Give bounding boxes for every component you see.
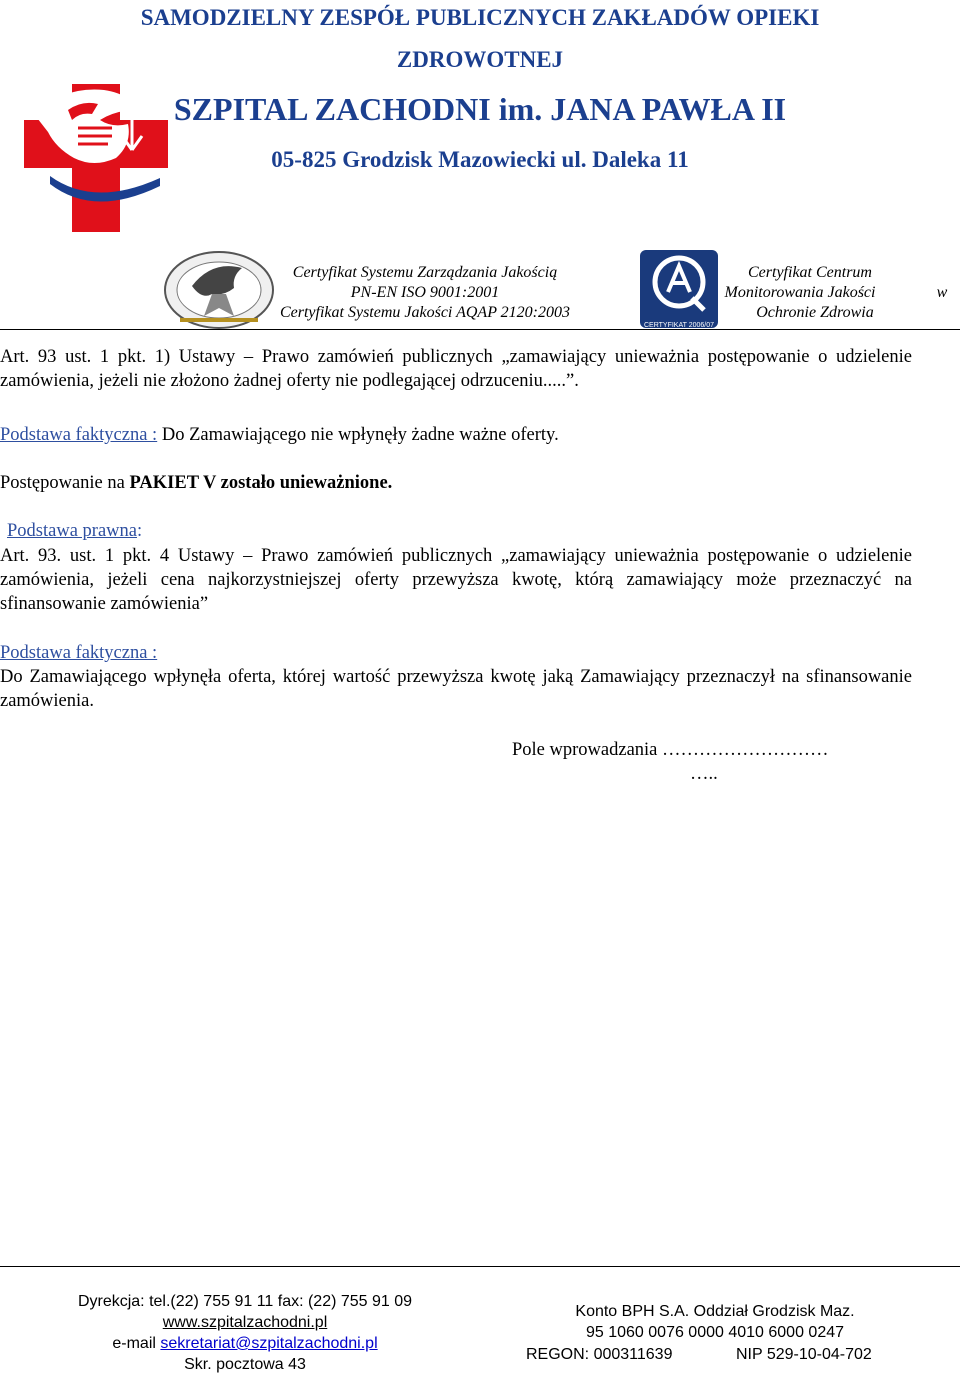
paragraph-podstawa-faktyczna-2-label — [0, 641, 912, 665]
footer-regon: REGON: 000311639 — [526, 1346, 673, 1363]
cmj-badge-caption: CERTYFIKAT 2006/07 — [643, 322, 715, 329]
footer-email — [40, 1333, 450, 1354]
podstawa-faktyczna-text: Do Zamawiającego nie wpłynęły żadne ważne oferty. — [157, 425, 559, 445]
input-field-label: Pole wprowadzania ……………………… — [512, 740, 829, 760]
institution-name-line1: SAMODZIELNY ZESPÓŁ PUBLICZNYCH ZAKŁADÓW OPIEKI — [140, 5, 820, 30]
website-link[interactable]: www.szpitalzachodni.pl — [162, 1314, 328, 1331]
hospital-logo-icon — [20, 80, 180, 236]
paragraph-podstawa-faktyczna-1 — [0, 423, 912, 447]
footer-director-contact: Dyrekcja: tel.(22) 755 91 11 fax: (22) 755 91 09 — [77, 1293, 413, 1310]
input-field-continuation: ….. — [690, 764, 718, 784]
cmj-certificate-badge — [640, 250, 718, 328]
podstawa-prawna-label: Podstawa prawna — [7, 521, 137, 541]
cmj-q-logo-icon — [640, 250, 718, 316]
podstawa-faktyczna-label: Podstawa faktyczna : — [0, 425, 158, 445]
cert-right-line2: Monitorowania Jakości — [724, 284, 876, 301]
cert-left-line3: Certyfikat Systemu Jakości AQAP 2120:2003 — [279, 304, 570, 321]
footer-po-box: Skr. pocztowa 43 — [184, 1356, 306, 1373]
footer-website — [40, 1312, 450, 1333]
email-label: e-mail — [112, 1335, 161, 1352]
paragraph-art93-pkt1: Art. 93 ust. 1 pkt. 1) Ustawy – Prawo zamówień publicznych „zamawiający unieważnia postępowanie o udzielenie zamówienia, jeżeli nie złożono żadnej oferty nie podlegającej odrzuceniu.....”. — [0, 347, 912, 391]
email-link[interactable]: sekretariat@szpitalzachodni.pl — [160, 1335, 378, 1352]
footer-bank-account: 95 1060 0076 0000 4010 6000 0247 — [585, 1324, 845, 1341]
footer-nip: NIP 529-10-04-702 — [736, 1346, 872, 1363]
cert-left-line2: PN-EN ISO 9001:2001 — [350, 284, 500, 301]
footer-bank-name: Konto BPH S.A. Oddział Grodzisk Maz. — [575, 1303, 855, 1320]
paragraph-podstawa-faktyczna-2-text: Do Zamawiającego wpłynęła oferta, której wartość przewyższa kwotę jaką Zamawiający przeznaczył na sfinansowanie zamówienia. — [0, 667, 912, 711]
aqap-certificate-emblem-icon — [162, 250, 276, 336]
institution-name-line2: ZDROWOTNEJ — [396, 47, 564, 72]
cert-right-line3: Ochronie Zdrowia — [756, 304, 874, 321]
pakiet-status-bold: PAKIET V zostało unieważnione. — [129, 473, 393, 493]
footer-divider — [0, 1266, 960, 1267]
paragraph-pakiet-status — [0, 471, 912, 495]
hospital-name: SZPITAL ZACHODNI im. JANA PAWŁA II — [173, 91, 787, 127]
header-divider — [0, 329, 960, 330]
podstawa-prawna-colon: : — [136, 521, 143, 541]
podstawa-faktyczna-2-label: Podstawa faktyczna : — [0, 643, 158, 663]
cert-right-line1: Certyfikat Centrum — [748, 264, 872, 281]
paragraph-art93-pkt4: Art. 93. ust. 1 pkt. 4 Ustawy – Prawo zamówień publicznych „zamawiający unieważnia postępowanie o udzielenie zamówienia, jeżeli cena najkorzystniejszej oferty przewyższa kwotę, którą zamawiający może przeznaczyć na sfinansowanie zamówienia” — [0, 546, 912, 614]
paragraph-podstawa-prawna — [7, 519, 919, 543]
hospital-address: 05-825 Grodzisk Mazowiecki ul. Daleka 11 — [271, 147, 689, 172]
pakiet-status-prefix: Postępowanie na — [0, 473, 130, 493]
cert-left-line1: Certyfikat Systemu Zarządzania Jakością — [292, 264, 558, 281]
cert-right-line2-suffix: w — [936, 284, 948, 301]
